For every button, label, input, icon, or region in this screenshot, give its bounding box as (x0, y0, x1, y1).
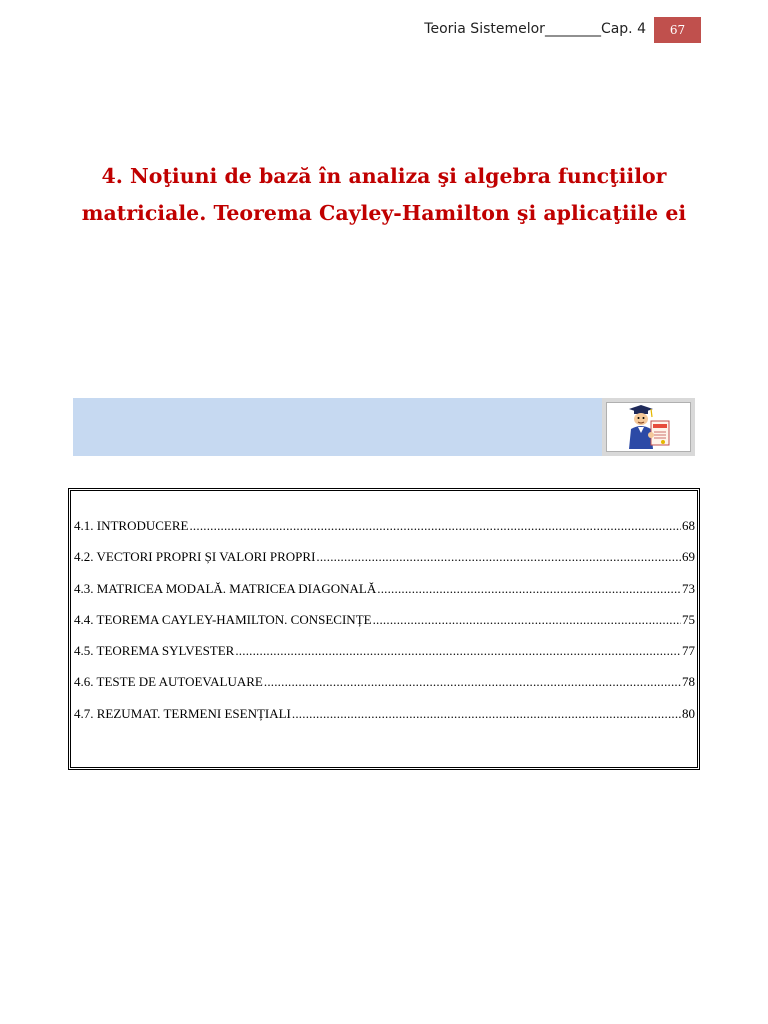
toc-entry-label: 4.3. MATRICEA MODALĂ. MATRICEA DIAGONALĂ (74, 580, 377, 596)
toc-leader-dots (377, 581, 681, 597)
chapter-title-line-2: matriciale. Teorema Cayley-Hamilton şi aplicaţiile ei (81, 201, 687, 225)
toc-leader-dots (373, 612, 681, 628)
toc-entry[interactable] (74, 549, 695, 580)
toc-entry-label: 4.1. INTRODUCERE (74, 518, 189, 533)
toc-leader-dots (189, 518, 681, 534)
section-banner (73, 398, 695, 456)
toc-entry-label: 4.4. TEOREMA CAYLEY-HAMILTON. CONSECINȚE (74, 611, 372, 627)
graduate-student-diploma-icon (606, 402, 691, 452)
toc-entry-label: 4.7. REZUMAT. TERMENI ESENȚIALI (74, 705, 291, 721)
toc-entry-page: 78 (682, 674, 695, 690)
toc-list (74, 518, 695, 737)
toc-entry-page: 75 (682, 611, 695, 627)
toc-entry[interactable] (74, 581, 695, 612)
chapter-title (40, 158, 728, 232)
toc-entry-label: 4.5. TEOREMA SYLVESTER (74, 643, 235, 659)
toc-entry[interactable] (74, 643, 695, 674)
toc-leader-dots (316, 549, 681, 565)
toc-entry-page: 69 (682, 549, 695, 565)
page-number-badge: 67 (654, 17, 701, 43)
toc-entry-page: 68 (682, 518, 695, 533)
toc-entry[interactable] (74, 612, 695, 643)
toc-entry-page: 80 (682, 705, 695, 721)
toc-entry[interactable] (74, 674, 695, 705)
running-header: Teoria Sistemelor________Cap. 4 (424, 21, 646, 37)
page-header (0, 17, 768, 45)
toc-leader-dots (235, 643, 681, 659)
toc-leader-dots (292, 706, 681, 722)
table-of-contents (68, 488, 700, 770)
toc-entry-page: 73 (682, 580, 695, 596)
toc-entry-page: 77 (682, 643, 695, 659)
chapter-title-line-1: 4. Noţiuni de bază în analiza şi algebra funcţiilor (101, 164, 667, 188)
toc-entry[interactable] (74, 706, 695, 737)
toc-entry-label: 4.2. VECTORI PROPRI ȘI VALORI PROPRI (74, 549, 316, 565)
toc-entry-label: 4.6. TESTE DE AUTOEVALUARE (74, 674, 263, 690)
toc-entry[interactable] (74, 518, 695, 549)
toc-leader-dots (264, 674, 681, 690)
banner-icon-frame (602, 398, 695, 456)
